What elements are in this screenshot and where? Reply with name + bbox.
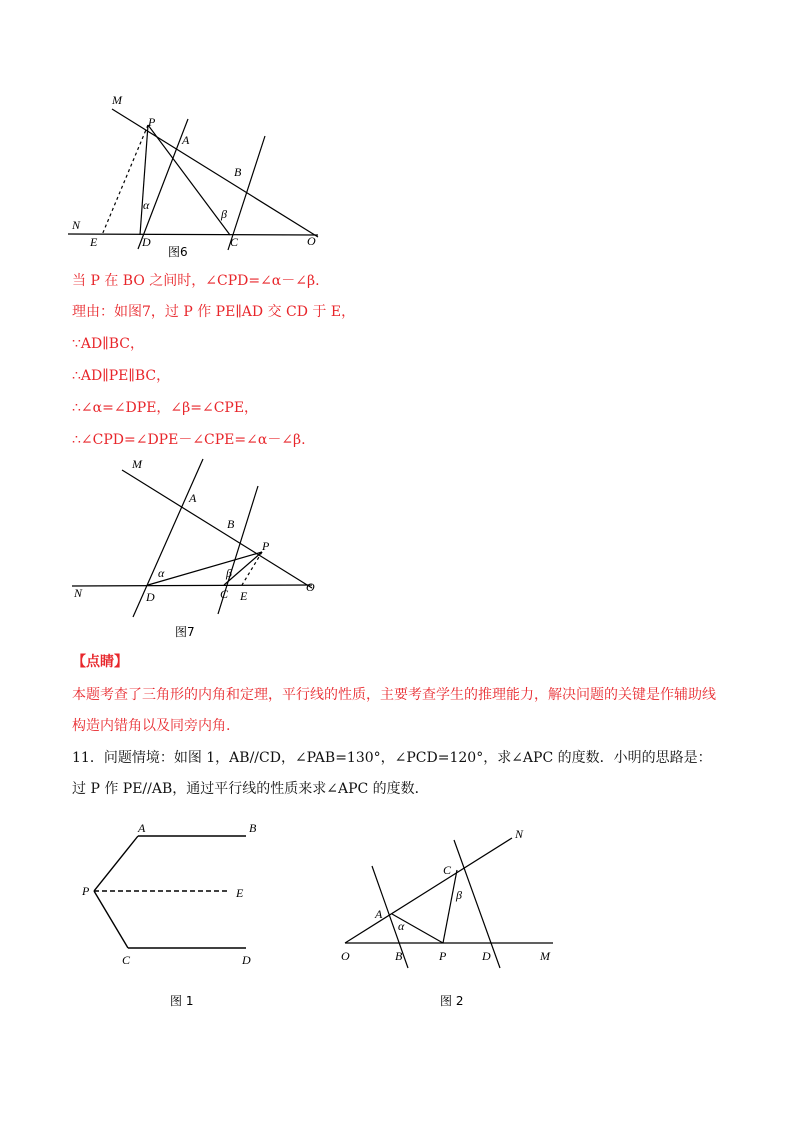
- solution-line-6: ∴∠CPD=∠DPE－∠CPE=∠α－∠β.: [72, 432, 306, 448]
- fig2-label-o: O: [341, 949, 350, 963]
- fig6-label-e: E: [90, 235, 98, 249]
- fig6-label-b: B: [234, 165, 242, 179]
- fig2-label-m: M: [540, 949, 550, 963]
- fig2-label-alpha: α: [398, 919, 405, 933]
- fig1-label-a: A: [138, 821, 146, 835]
- fig6-label-p: P: [148, 115, 156, 129]
- fig1-caption: 图 1: [170, 994, 194, 1008]
- fig6-label-d: D: [142, 235, 151, 249]
- fig6-label-c: C: [230, 235, 239, 249]
- fig2-label-beta: β: [456, 888, 462, 902]
- figure-1: [78, 818, 268, 973]
- fig7-label-e: E: [240, 589, 248, 603]
- fig6-label-n: N: [72, 218, 81, 232]
- solution-line-5: ∴∠α=∠DPE，∠β=∠CPE，: [72, 400, 259, 416]
- problem-line-2: 过 P 作 PE//AB，通过平行线的性质来求∠APC 的度数．: [72, 781, 429, 797]
- fig7-label-c: C: [220, 587, 229, 601]
- fig2-label-a: A: [375, 907, 383, 921]
- fig7-label-d: D: [146, 590, 155, 604]
- fig1-label-e: E: [236, 886, 244, 900]
- fig7-label-b: B: [227, 517, 235, 531]
- fig2-label-b: B: [395, 949, 403, 963]
- fig6-label-alpha: α: [143, 198, 150, 212]
- fig1-label-c: C: [122, 953, 131, 967]
- solution-line-2: 理由：如图7，过 P 作 PE∥AD 交 CD 于 E，: [72, 304, 356, 320]
- fig6-label-o: O: [307, 234, 316, 248]
- fig7-label-o: O: [306, 580, 315, 594]
- fig2-label-d: D: [482, 949, 491, 963]
- fig1-label-p: P: [82, 884, 90, 898]
- solution-line-3: ∵AD∥BC，: [72, 336, 144, 352]
- fig7-label-p: P: [262, 539, 270, 553]
- fig6-label-a: A: [182, 133, 190, 147]
- comment-body-2: 构造内错角以及同旁内角.: [72, 718, 231, 734]
- fig7-label-a: A: [189, 491, 197, 505]
- fig2-label-c: C: [443, 863, 452, 877]
- fig7-caption: 图7: [175, 625, 195, 639]
- fig6-label-beta: β: [221, 207, 227, 221]
- fig1-label-b: B: [249, 821, 257, 835]
- figure-2: [335, 818, 565, 978]
- comment-body-1: 本题考查了三角形的内角和定理，平行线的性质，主要考查学生的推理能力，解决问题的关键是作辅助线: [72, 687, 716, 703]
- solution-line-1: 当 P 在 BO 之间时，∠CPD=∠α－∠β.: [72, 273, 320, 289]
- fig6-label-m: M: [112, 93, 122, 107]
- fig6-caption: 图6: [168, 245, 188, 259]
- solution-line-4: ∴AD∥PE∥BC，: [72, 368, 171, 384]
- fig7-label-alpha: α: [158, 566, 165, 580]
- fig7-label-n: N: [74, 586, 83, 600]
- figure-7: [60, 455, 330, 625]
- fig7-label-m: M: [132, 457, 142, 471]
- fig7-label-beta: β: [226, 566, 232, 580]
- figure-6: [60, 88, 340, 263]
- problem-line-1: 11．问题情境：如图 1，AB//CD，∠PAB=130°，∠PCD=120°，求∠APC 的度数．小明的思路是：: [72, 750, 712, 766]
- fig1-label-d: D: [242, 953, 251, 967]
- comment-heading: 【点睛】: [72, 654, 128, 670]
- fig2-label-p: P: [439, 949, 447, 963]
- fig2-caption: 图 2: [440, 994, 464, 1008]
- fig2-label-n: N: [515, 827, 524, 841]
